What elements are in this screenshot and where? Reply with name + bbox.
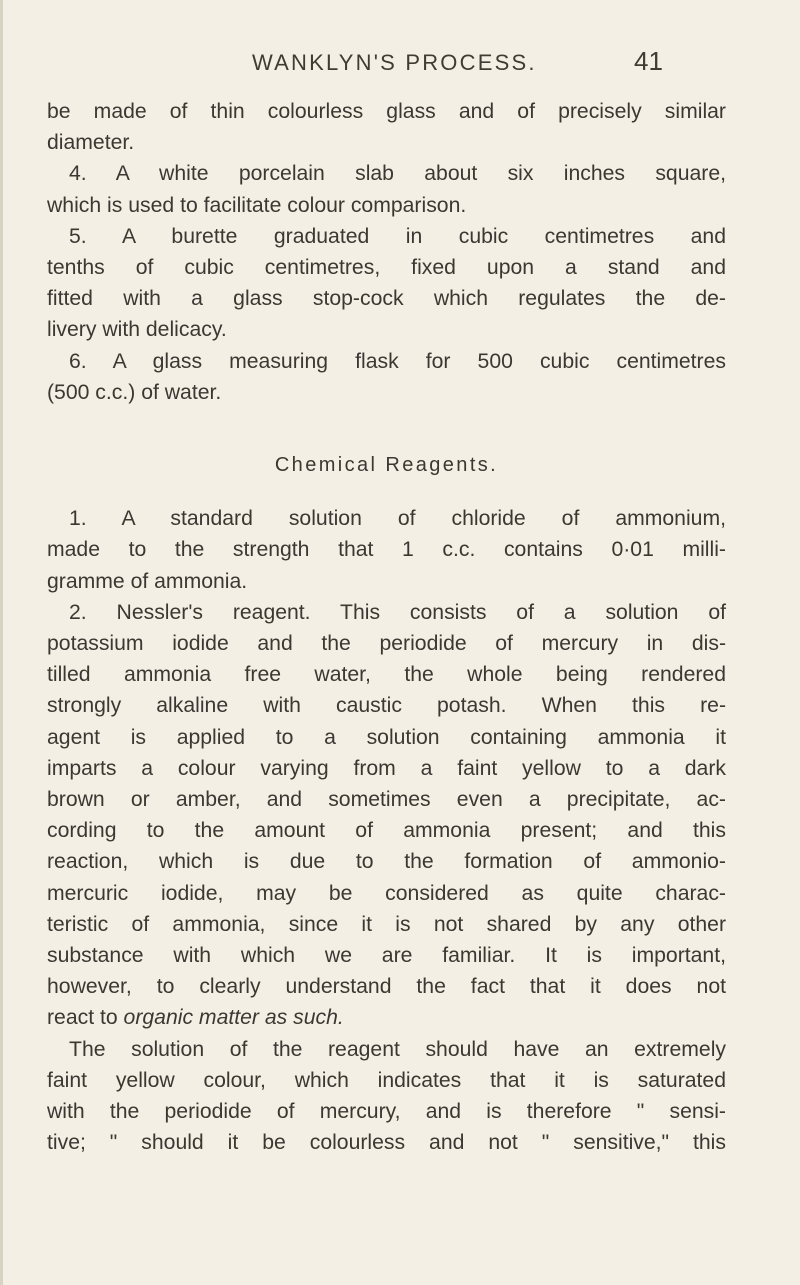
text-line: diameter.: [47, 131, 135, 155]
paragraph-start: The solution of the reagent should have an extremely: [69, 1037, 726, 1061]
text-line: livery with delicacy.: [47, 318, 227, 342]
text-line: tenths of cubic centimetres, fixed upon a stand and: [47, 256, 726, 280]
text-line: which is used to facilitate colour comparison.: [47, 193, 467, 217]
reagent-item-2: 2. Nessler's reagent. This consists of a solution of: [69, 600, 726, 624]
text-line: agent is applied to a solution containing ammonia it: [47, 725, 726, 749]
text-line: however, to clearly understand the fact that it does not: [47, 975, 726, 999]
text-line: potassium iodide and the periodide of mercury in dis-: [47, 632, 726, 656]
text-line: made to the strength that 1 c.c. contains 0·01 milli-: [47, 538, 726, 562]
section-heading: Chemical Reagents.: [274, 454, 499, 477]
text-line: brown or amber, and sometimes even a precipitate, ac-: [47, 788, 726, 812]
text-line: mercuric iodide, may be considered as quite charac-: [47, 881, 726, 905]
text-line: gramme of ammonia.: [47, 569, 248, 593]
text-line: reaction, which is due to the formation of ammonio-: [47, 850, 726, 874]
text-line: tilled ammonia free water, the whole being rendered: [47, 663, 726, 687]
text-line: with the periodide of mercury, and is therefore " sensi-: [47, 1100, 726, 1124]
page-body: [47, 96, 726, 1159]
text-line: teristic of ammonia, since it is not shared by any other: [47, 912, 726, 936]
text-line: fitted with a glass stop-cock which regulates the de-: [47, 287, 726, 311]
list-item-4: 4. A white porcelain slab about six inches square,: [69, 162, 726, 186]
page-edge: [0, 0, 3, 1285]
text-line: tive; " should it be colourless and not " sensitive," this: [47, 1131, 726, 1155]
italic-emphasis: organic matter as such.: [123, 1006, 344, 1030]
text-line: strongly alkaline with caustic potash. When this re-: [47, 694, 726, 718]
page-number: 41: [634, 46, 663, 76]
running-head: WANKLYN'S PROCESS.: [252, 50, 537, 75]
text-line: [47, 1002, 726, 1033]
page-header: [0, 46, 800, 82]
text-line: imparts a colour varying from a faint yellow to a dark: [47, 756, 726, 780]
text-line: substance with which we are familiar. It is important,: [47, 944, 726, 968]
text-run: react to: [47, 1006, 124, 1030]
text-line: faint yellow colour, which indicates that it is saturated: [47, 1068, 726, 1092]
list-item-5: 5. A burette graduated in cubic centimetres and: [69, 224, 726, 248]
text-line: be made of thin colourless glass and of precisely similar: [47, 100, 726, 123]
text-line: (500 c.c.) of water.: [47, 380, 222, 404]
text-line: cording to the amount of ammonia present; and this: [47, 819, 726, 843]
reagent-item-1: 1. A standard solution of chloride of ammonium,: [69, 507, 726, 531]
list-item-6: 6. A glass measuring flask for 500 cubic centimetres: [69, 349, 726, 373]
